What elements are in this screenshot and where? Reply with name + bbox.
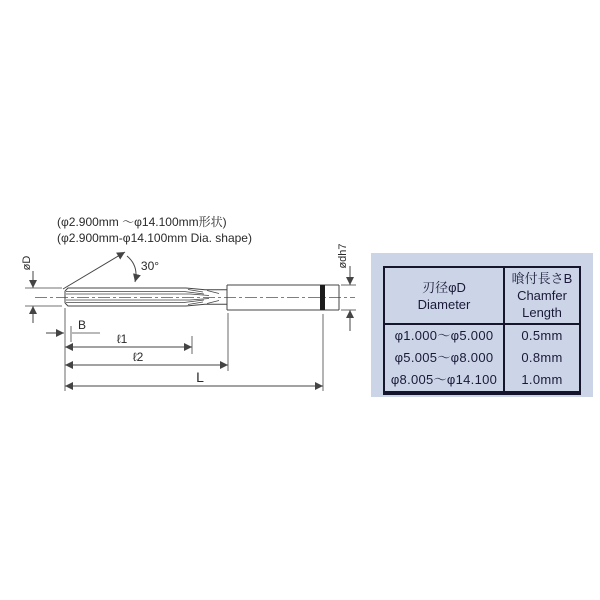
note-en: (φ2.900mm-φ14.100mm Dia. shape): [57, 231, 252, 245]
header-diameter-en: Diameter: [417, 296, 471, 312]
dimension-chamfer-b: [46, 308, 100, 391]
header-diameter-jp: 刃径φD: [422, 279, 466, 295]
chamfer-label: B: [77, 318, 87, 332]
length-mark-band: [320, 285, 325, 310]
spec-table: [383, 266, 581, 395]
chamfer-angle-annotation: [63, 252, 159, 289]
header-chamfer-en2: Length: [522, 305, 562, 320]
diameter-range-row: φ1.000～φ5.000: [394, 328, 494, 343]
header-chamfer-jp: 喰付長さB: [511, 271, 573, 286]
shank-diameter-label: ødh7: [337, 243, 349, 269]
dimension-overall-length: [65, 314, 323, 391]
l1-label: ℓ1: [116, 332, 128, 346]
chamfer-length-column: [505, 325, 579, 391]
header-chamfer-en1: Chamfer: [517, 288, 567, 303]
diameter-range-row: φ5.005～φ8.000: [394, 350, 494, 365]
diameter-range-row: φ8.005～φ14.100: [390, 372, 498, 387]
chamfer-length-row: 0.8mm: [521, 350, 563, 365]
chamfer-length-row: 0.5mm: [521, 328, 563, 343]
note-jp: (φ2.900mm ～φ14.100mm形状): [57, 215, 227, 229]
header-diameter: [385, 268, 505, 325]
dimension-l1: [65, 332, 192, 354]
dimension-l2: [65, 313, 228, 371]
flute-section: [65, 288, 227, 306]
diameter-range-column: [385, 325, 505, 391]
l2-label: ℓ2: [132, 350, 144, 364]
dimension-shank-diameter: [337, 243, 356, 331]
angle-label: 30°: [140, 259, 160, 273]
dimension-diameter: [21, 256, 62, 323]
header-chamfer-length: [505, 268, 579, 325]
diameter-label: øD: [21, 255, 33, 271]
chamfer-length-row: 1.0mm: [521, 372, 563, 387]
overall-length-label: L: [196, 369, 204, 385]
